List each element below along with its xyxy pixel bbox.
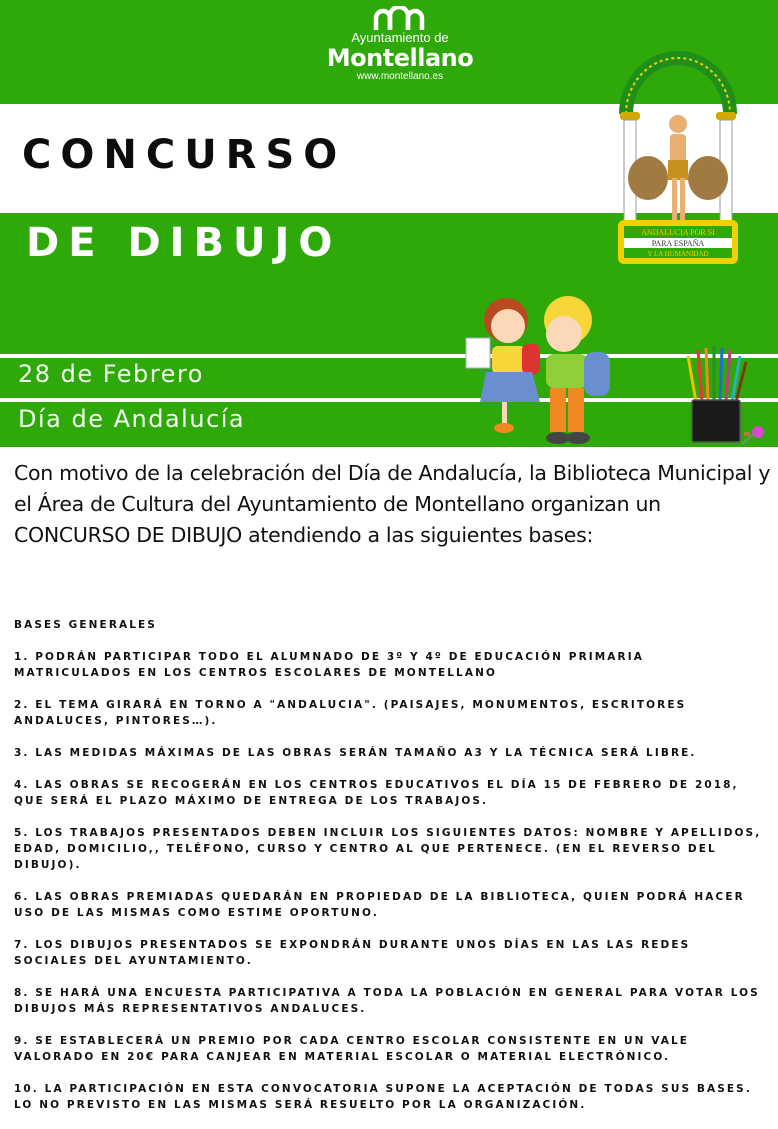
colored-pencils-cup-illustration (684, 344, 748, 444)
logo-name: Montellano (326, 44, 474, 72)
children-with-backpacks-illustration (460, 290, 620, 450)
contest-rules (14, 617, 766, 1129)
event-date: 28 de Febrero (18, 360, 204, 388)
rule-item: 8. SE HARÁ UNA ENCUESTA PARTICIPATIVA A TODA LA POBLACIÓN EN GENERAL PARA VOTAR LOS DIBUJOS MÁS REPRESENTATIVOS ANDALUCES. (14, 987, 760, 1015)
logo-subtitle: Ayuntamiento de (351, 30, 449, 45)
white-stripe (0, 398, 778, 402)
logo-url: www.montellano.es (356, 71, 444, 82)
rule-item: 3. LAS MEDIDAS MÁXIMAS DE LAS OBRAS SERÁN TAMAÑO A3 Y LA TÉCNICA SERÁ LIBRE. (14, 747, 697, 759)
rule-item: 9. SE ESTABLECERÁ UN PREMIO POR CADA CENTRO ESCOLAR CONSISTENTE EN UN VALE VALORADO EN 20€ PARA CANJEAR EN MATERIAL ESCOLAR O MATERIAL ELECTRÓNICO. (14, 1035, 690, 1063)
rules-heading: BASES GENERALES (14, 619, 157, 631)
andalucia-coat-of-arms-icon (612, 48, 744, 270)
title-line-2: DE DIBUJO (26, 220, 342, 266)
montellano-logo (300, 6, 500, 82)
svg-text:ANDALUCIA POR SI: ANDALUCIA POR SI (641, 228, 715, 237)
event-occasion: Día de Andalucía (18, 405, 246, 433)
rule-item: 10. LA PARTICIPACIÓN EN ESTA CONVOCATORIA SUPONE LA ACEPTACIÓN DE TODAS SUS BASES. LO NO PREVISTO EN LAS MISMAS SERÁ RESUELTO POR LA ORGANIZACIÓN. (14, 1083, 752, 1111)
intro-paragraph: Con motivo de la celebración del Día de Andalucía, la Biblioteca Municipal y el Área de Cultura del Ayuntamiento de Montellano organizan un CONCURSO DE DIBUJO atendiendo a las siguientes bases: (14, 461, 771, 547)
rule-item: 1. PODRÁN PARTICIPAR TODO EL ALUMNADO DE 3º Y 4º DE EDUCACIÓN PRIMARIA MATRICULADOS EN LOS CENTROS ESCOLARES DE MONTELLANO (14, 651, 644, 679)
rule-item: 6. LAS OBRAS PREMIADAS QUEDARÁN EN PROPIEDAD DE LA BIBLIOTECA, QUIEN PODRÁ HACER USO DE LAS MISMAS COMO ESTIME OPORTUNO. (14, 891, 745, 919)
rule-item: 7. LOS DIBUJOS PRESENTADOS SE EXPONDRÁN DURANTE UNOS DÍAS EN LAS LAS REDES SOCIALES DEL AYUNTAMIENTO. (14, 939, 691, 967)
svg-text:Y LA HUMANIDAD: Y LA HUMANIDAD (647, 250, 709, 258)
title-line-1: CONCURSO (22, 132, 347, 178)
rule-item: 4. LAS OBRAS SE RECOGERÁN EN LOS CENTROS EDUCATIVOS EL DÍA 15 DE FEBRERO DE 2018, QUE SERÁ EL PLAZO MÁXIMO DE ENTREGA DE LOS TRABAJOS. (14, 779, 739, 807)
push-pin-icon (740, 424, 768, 446)
rule-item: 5. LOS TRABAJOS PRESENTADOS DEBEN INCLUIR LOS SIGUIENTES DATOS: NOMBRE Y APELLIDOS, EDAD, DOMICILIO,, TELÉFONO, CURSO Y CENTRO AL QUE PERTENECE. (EN EL REVERSO DEL DIBUJO). (14, 827, 762, 871)
rule-item: 2. EL TEMA GIRARÁ EN TORNO A "ANDALUCIA". (PAISAJES, MONUMENTOS, ESCRITORES ANDALUCES, PINTORES…). (14, 699, 687, 727)
white-stripe (0, 354, 778, 358)
svg-text:PARA ESPAÑA: PARA ESPAÑA (651, 239, 705, 248)
arches-logo-icon (372, 6, 428, 30)
